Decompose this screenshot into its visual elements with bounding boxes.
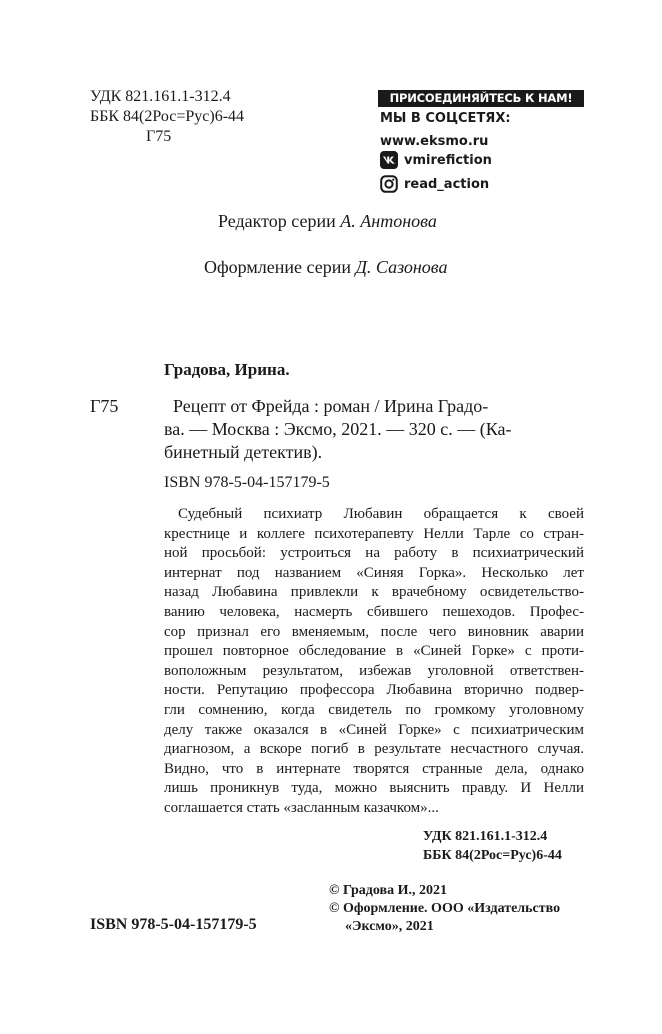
catalog-mark: Г75	[90, 396, 119, 416]
index-udk: УДК 821.161.1-312.4	[423, 829, 548, 844]
annotation-line: лишь проникнув туда, можно выяснить правду. И Нелли	[164, 780, 584, 797]
vk-row[interactable]	[380, 151, 492, 169]
vk-handle: vmirefiction	[404, 152, 492, 168]
copyright-author: © Градова И., 2021	[329, 883, 447, 898]
annotation-line: ванию человека, насмерть сбившего пешеходов. Профес-	[164, 603, 584, 620]
catalog-line-1: Рецепт от Фрейда : роман / Ирина Градо-	[173, 396, 489, 416]
instagram-handle: read_action	[404, 176, 490, 192]
copyright-design-line-1: © Оформление. ООО «Издательство	[329, 901, 561, 916]
annotation-line: интернат под названием «Синяя Горка». Несколько лет	[164, 564, 584, 581]
copyright-design-line-2: «Эксмо», 2021	[345, 919, 434, 934]
annotation-line: ной просьбой: устроиться на работу в психиатрический	[164, 545, 584, 562]
annotation-line: Судебный психиатр Любавин обращается к своей	[178, 506, 584, 522]
annotation-line: сор признал его вменяемым, после чего виновник аварии	[164, 623, 584, 640]
series-editor	[218, 209, 437, 233]
annotation	[164, 505, 584, 819]
udk-code: УДК 821.161.1-312.4	[90, 88, 231, 105]
annotation-line: ности. Репутацию профессора Любавина вторично подвер-	[164, 682, 584, 699]
annotation-line: прошел повторное обследование в «Синей Горке» с проти-	[164, 643, 584, 660]
series-design-name: Д. Сазонова	[355, 257, 448, 277]
annotation-line: назад Любавина привлекли к врачебному освидетельство-	[164, 584, 584, 601]
author-mark: Г75	[146, 128, 172, 145]
series-editor-name: А. Антонова	[340, 211, 437, 231]
annotation-line: соглашается стать «засланным казачком»...	[164, 799, 439, 816]
footer-isbn: ISBN 978-5-04-157179-5	[90, 916, 257, 933]
annotation-line: делу также оказался в «Синей Горке» с психиатрическим	[164, 721, 584, 738]
catalog-line-2: ва. — Москва : Эксмо, 2021. — 320 с. — (Ка-	[164, 419, 512, 439]
catalog-author: Градова, Ирина.	[164, 360, 290, 379]
catalog-line-3: бинетный детектив).	[164, 442, 323, 462]
bbk-code: ББК 84(2Рос=Рус)6-44	[90, 108, 245, 125]
instagram-row[interactable]	[380, 175, 489, 193]
instagram-icon	[380, 175, 398, 193]
series-design	[204, 255, 447, 279]
website-link[interactable]: www.eksmo.ru	[380, 134, 489, 149]
social-heading: МЫ В СОЦСЕТЯХ:	[380, 111, 511, 126]
social-banner: ПРИСОЕДИНЯЙТЕСЬ К НАМ!	[378, 90, 584, 107]
index-bbk: ББК 84(2Рос=Рус)6-44	[423, 848, 562, 863]
series-editor-label: Редактор серии	[218, 211, 336, 231]
annotation-line: гли сомнению, когда свидетель по громкому уголовному	[164, 701, 584, 718]
catalog-isbn: ISBN 978-5-04-157179-5	[164, 474, 330, 491]
annotation-line: крестнице и коллеге психотерапевту Нелли Тарле со стран-	[164, 525, 584, 542]
annotation-line: диагнозом, а вскоре погиб в результате несчастного случая.	[164, 741, 584, 758]
annotation-line: Видно, что в интернате творятся странные дела, однако	[164, 760, 584, 777]
annotation-line: воположным результатом, избежав уголовной ответствен-	[164, 662, 584, 679]
vk-icon	[380, 151, 398, 169]
series-design-label: Оформление серии	[204, 257, 351, 277]
